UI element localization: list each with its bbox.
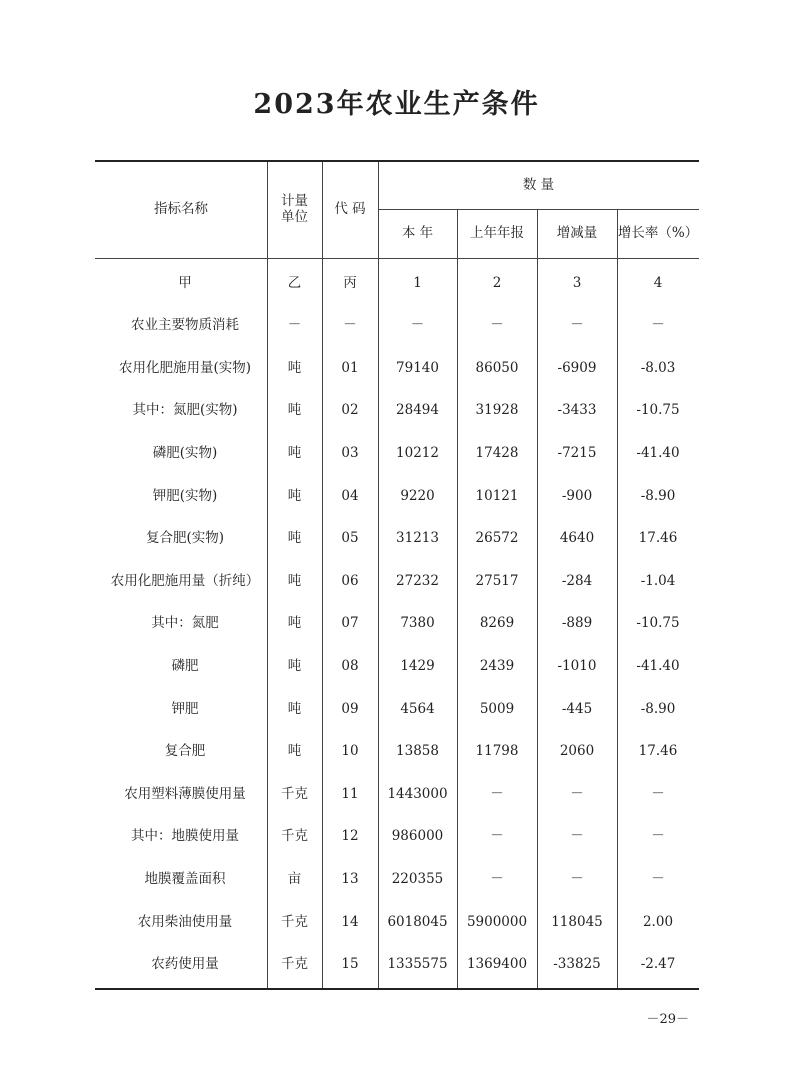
header-quantity: 数 量 xyxy=(522,176,555,193)
index-cell: 丙 xyxy=(343,274,357,291)
table-cell: 千克 xyxy=(281,828,308,845)
table-cell: － xyxy=(651,317,665,334)
table-cell: -10.75 xyxy=(636,402,680,419)
table-cell: 吨 xyxy=(287,657,302,674)
table-cell: 千克 xyxy=(281,913,308,930)
table-cell: 31928 xyxy=(475,402,519,419)
table-cell: 28494 xyxy=(396,402,439,419)
table-cell: -889 xyxy=(561,615,593,632)
table-cell: 其中：氮肥 xyxy=(151,615,219,632)
table-cell: 7380 xyxy=(400,615,435,632)
table-cell: 220355 xyxy=(391,870,444,887)
table-cell: 1429 xyxy=(400,657,435,674)
table-cell: 4564 xyxy=(400,700,435,717)
table-cell: 27517 xyxy=(475,572,519,589)
table-cell: 10212 xyxy=(396,444,439,461)
table-cell: 118045 xyxy=(551,913,603,930)
table-cell: -33825 xyxy=(553,956,601,973)
table-cell: 26572 xyxy=(475,530,519,547)
table-cell: 03 xyxy=(341,444,359,461)
table-cell: 吨 xyxy=(287,402,302,419)
table-cell: 钾肥 xyxy=(171,700,199,717)
table-cell: 复合肥(实物) xyxy=(145,530,225,547)
index-cell: 1 xyxy=(413,274,422,291)
header-unit: 计量 单位 xyxy=(281,193,308,225)
table-cell: 10 xyxy=(341,743,359,760)
table-cell: 05 xyxy=(341,530,359,547)
table-cell: 14 xyxy=(341,913,359,930)
table-cell: -900 xyxy=(561,487,593,504)
table-cell: 农用塑料薄膜使用量 xyxy=(124,785,246,802)
table-cell: 27232 xyxy=(396,572,439,589)
table-cell: － xyxy=(410,317,425,334)
table-cell: 吨 xyxy=(287,700,302,717)
table-cell: － xyxy=(490,785,504,802)
table-cell: 08 xyxy=(341,657,359,674)
table-cell: -7215 xyxy=(557,444,597,461)
table-cell: -284 xyxy=(561,572,593,589)
table-cell: 磷肥(实物) xyxy=(152,444,218,461)
table-cell: 其中：地膜使用量 xyxy=(131,828,239,845)
table-cell: 吨 xyxy=(287,444,302,461)
table-cell: 1443000 xyxy=(387,785,448,802)
page-number: －29－ xyxy=(646,1012,689,1027)
table-cell: 13 xyxy=(341,870,359,887)
table-cell: 5900000 xyxy=(466,913,528,930)
table-cell: 2060 xyxy=(559,743,595,760)
table-cell: 09 xyxy=(341,700,359,717)
table-cell: 9220 xyxy=(400,487,435,504)
table-cell: 06 xyxy=(341,572,359,589)
table-cell: － xyxy=(490,828,504,845)
table-cell: 986000 xyxy=(391,828,444,845)
table-cell: -8.03 xyxy=(640,359,676,376)
table-cell: -8.90 xyxy=(640,700,676,717)
table-cell: 79140 xyxy=(396,359,439,376)
table-cell: -3433 xyxy=(557,402,597,419)
table-cell: 17.46 xyxy=(638,743,678,760)
table-cell: -10.75 xyxy=(636,615,680,632)
table-cell: 4640 xyxy=(559,530,595,547)
table-cell: － xyxy=(651,870,665,887)
table-cell: － xyxy=(570,785,584,802)
header-col: 上年年报 xyxy=(470,225,524,242)
header-col: 本 年 xyxy=(401,225,434,242)
table-cell: 17.46 xyxy=(638,530,678,547)
table-cell: － xyxy=(490,317,504,334)
index-cell: 3 xyxy=(572,274,582,291)
table-cell: 钾肥(实物) xyxy=(152,487,218,504)
table-cell: 02 xyxy=(341,402,359,419)
table-cell: -1.04 xyxy=(640,572,676,589)
table-cell: － xyxy=(490,870,504,887)
index-cell: 甲 xyxy=(178,274,192,291)
table-cell: 农用化肥施用量（折纯） xyxy=(110,572,260,589)
table-cell: 其中：氮肥(实物) xyxy=(132,402,238,419)
header-code: 代 码 xyxy=(334,201,366,218)
table-cell: 86050 xyxy=(475,359,519,376)
table-cell: 04 xyxy=(341,487,359,504)
table-cell: 17428 xyxy=(475,444,519,461)
table-cell: 10121 xyxy=(475,487,519,504)
table-cell: 12 xyxy=(341,828,359,845)
table-cell: 1335575 xyxy=(387,956,448,973)
table-cell: 31213 xyxy=(396,530,439,547)
table-cell: － xyxy=(651,828,665,845)
table-cell: － xyxy=(570,870,584,887)
table-cell: 农用化肥施用量(实物) xyxy=(118,359,252,376)
page-title: 2023年农业生产条件 xyxy=(253,89,540,120)
header-name: 指标名称 xyxy=(154,201,208,218)
table-cell: 农药使用量 xyxy=(151,956,219,973)
index-cell: 2 xyxy=(492,274,502,291)
table-cell: 吨 xyxy=(287,359,302,376)
table-cell: － xyxy=(651,785,665,802)
table-cell: 吨 xyxy=(287,487,302,504)
table-cell: 农业主要物质消耗 xyxy=(131,317,239,334)
table-cell: 11798 xyxy=(475,743,519,760)
header-col: 增减量 xyxy=(556,225,598,242)
table-cell: -1010 xyxy=(557,657,597,674)
table-cell: 2439 xyxy=(479,657,515,674)
table-cell: 磷肥 xyxy=(171,657,199,674)
table-cell: 千克 xyxy=(281,956,308,973)
table-cell: － xyxy=(287,317,302,334)
table-cell: 15 xyxy=(341,956,359,973)
table-cell: 1369400 xyxy=(466,956,528,973)
table-cell: 亩 xyxy=(287,870,302,887)
table-cell: 吨 xyxy=(287,572,302,589)
table-cell: 农用柴油使用量 xyxy=(137,913,233,930)
table-cell: 5009 xyxy=(479,700,515,717)
table-cell: -2.47 xyxy=(640,956,676,973)
header-bottom-rule xyxy=(95,258,699,259)
table-cell: 11 xyxy=(341,785,359,802)
table-cell: -8.90 xyxy=(640,487,676,504)
table-cell: 01 xyxy=(341,359,359,376)
index-cell: 乙 xyxy=(287,274,302,291)
table-cell: 6018045 xyxy=(387,913,448,930)
table-cell: -41.40 xyxy=(636,444,680,461)
table-cell: 千克 xyxy=(281,785,308,802)
table-cell: 复合肥 xyxy=(164,743,206,760)
table-cell: 2.00 xyxy=(642,913,674,930)
table-cell: 07 xyxy=(341,615,359,632)
table-cell: -41.40 xyxy=(636,657,680,674)
table-cell: 13858 xyxy=(396,743,439,760)
table-bottom-rule xyxy=(95,988,699,990)
table-cell: 8269 xyxy=(479,615,515,632)
table-cell: -445 xyxy=(561,700,593,717)
table-cell: 吨 xyxy=(287,530,302,547)
table-cell: － xyxy=(343,317,357,334)
table-cell: 地膜覆盖面积 xyxy=(144,870,226,887)
table-cell: 吨 xyxy=(287,743,302,760)
index-cell: 4 xyxy=(653,274,663,291)
table-cell: － xyxy=(570,317,584,334)
header-col: 增长率（%） xyxy=(617,225,699,242)
table-cell: 吨 xyxy=(287,615,302,632)
table-cell: － xyxy=(570,828,584,845)
table-cell: -6909 xyxy=(557,359,597,376)
